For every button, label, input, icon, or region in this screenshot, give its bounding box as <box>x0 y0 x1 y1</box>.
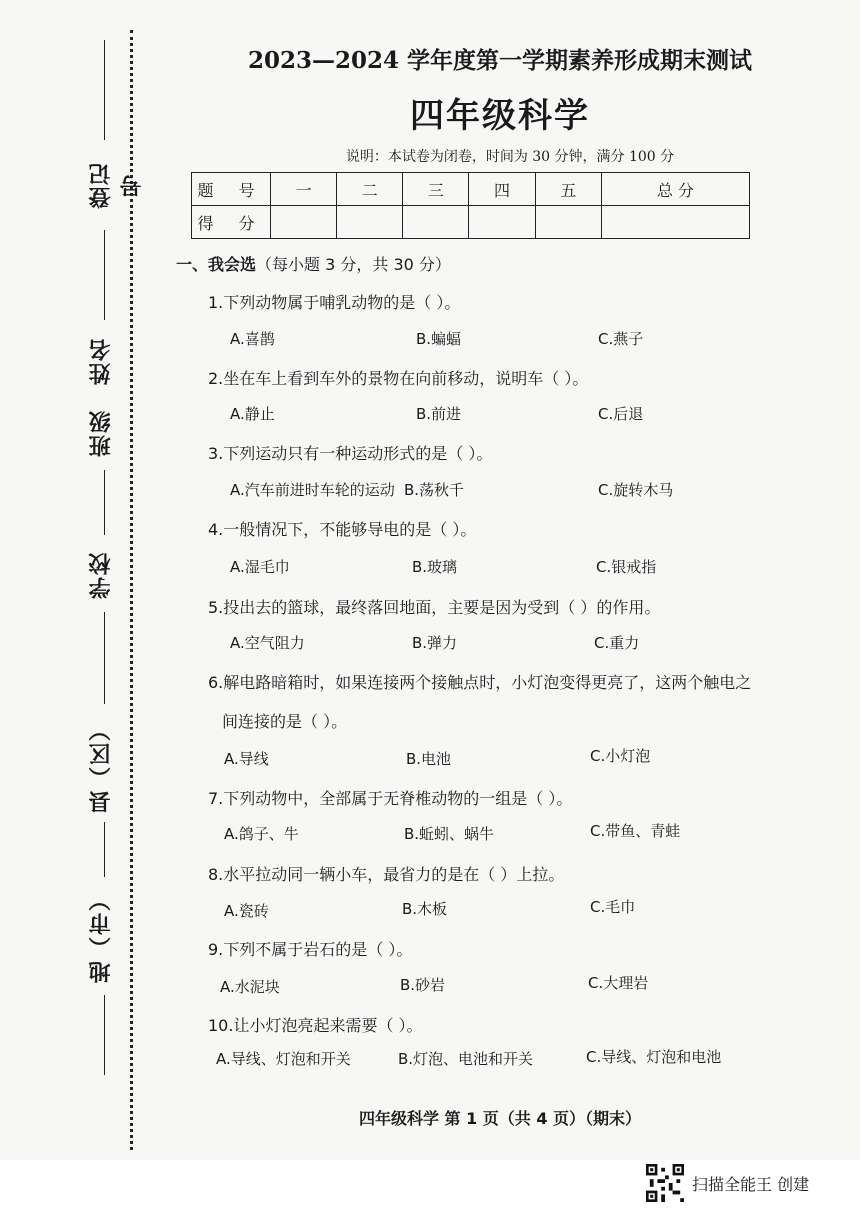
score-col-4: 四 <box>469 173 535 206</box>
question-4-stem: 4.一般情况下，不能够导电的是（ ）。 <box>208 520 477 539</box>
side-label-school: 学校 <box>89 551 114 599</box>
question-2-option-a[interactable]: A.静止 <box>230 405 275 423</box>
question-3-stem: 3.下列运动只有一种运动形式的是（ ）。 <box>208 444 493 463</box>
score-table-label-score: 得 分 <box>192 206 271 239</box>
question-8-option-a[interactable]: A.瓷砖 <box>224 902 269 920</box>
question-3-option-b[interactable]: B.荡秋千 <box>404 481 465 499</box>
question-3-option-a[interactable]: A.汽车前进时车轮的运动 <box>230 481 395 499</box>
question-9-stem: 9.下列不属于岩石的是（ ）。 <box>208 940 413 959</box>
score-cell-3[interactable] <box>403 206 469 239</box>
question-10-option-c[interactable]: C.导线、灯泡和电池 <box>586 1048 722 1066</box>
question-7-stem: 7.下列动物中，全部属于无脊椎动物的一组是（ ）。 <box>208 789 573 808</box>
score-cell-total[interactable] <box>601 206 749 239</box>
side-blank-name <box>104 230 105 320</box>
question-10-stem: 10.让小灯泡亮起来需要（ ）。 <box>208 1016 423 1035</box>
page-footer: 四年级科学 第 1 页（共 4 页）（期末） <box>358 1109 642 1128</box>
question-7-option-a[interactable]: A.鸽子、牛 <box>224 825 299 843</box>
question-1-stem: 1.下列动物属于哺乳动物的是（ ）。 <box>208 293 461 312</box>
watermark-text: 扫描全能王 创建 <box>692 1174 810 1194</box>
score-col-3: 三 <box>403 173 469 206</box>
question-6-option-a[interactable]: A.导线 <box>224 750 269 768</box>
side-blank-reg-no <box>104 40 105 140</box>
question-5-option-a[interactable]: A.空气阻力 <box>230 634 305 652</box>
question-10-option-a[interactable]: A.导线、灯泡和开关 <box>216 1050 351 1068</box>
side-label-class: 班级 <box>89 409 114 457</box>
qr-code-icon <box>646 1164 684 1202</box>
scanner-watermark <box>646 1163 809 1203</box>
exam-subject: 四年级科学 <box>410 96 590 136</box>
question-5-stem: 5.投出去的篮球，最终落回地面，主要是因为受到（ ）的作用。 <box>208 598 661 617</box>
question-7-option-c[interactable]: C.带鱼、青蛙 <box>590 822 681 840</box>
question-2-stem: 2.坐在车上看到车外的景物在向前移动，说明车（ ）。 <box>208 369 589 388</box>
score-col-2: 二 <box>337 173 403 206</box>
question-10-option-b[interactable]: B.灯泡、电池和开关 <box>398 1050 534 1068</box>
side-label-name: 姓名 <box>89 337 114 385</box>
score-cell-5[interactable] <box>535 206 601 239</box>
question-1-option-a[interactable]: A.喜鹊 <box>230 330 275 348</box>
question-6-stem-continued: 间连接的是（ ）。 <box>222 712 348 731</box>
question-8-option-c[interactable]: C.毛巾 <box>590 898 636 916</box>
question-3-option-c[interactable]: C.旋转木马 <box>598 481 674 499</box>
section-1-note: （每小题 3 分，共 30 分） <box>256 255 451 274</box>
question-9-option-c[interactable]: C.大理岩 <box>588 974 649 992</box>
question-6-option-c[interactable]: C.小灯泡 <box>590 747 651 765</box>
score-cell-2[interactable] <box>337 206 403 239</box>
side-blank-school <box>104 612 105 704</box>
question-7-option-b[interactable]: B.蚯蚓、蜗牛 <box>404 825 495 843</box>
question-9-option-a[interactable]: A.水泥块 <box>220 978 280 996</box>
question-2-option-b[interactable]: B.前进 <box>416 405 462 423</box>
score-col-total: 总 分 <box>601 173 749 206</box>
question-6-stem: 6.解电路暗箱时，如果连接两个接触点时，小灯泡变得更亮了，这两个触电之 <box>208 673 752 692</box>
side-blank-city <box>104 995 105 1075</box>
question-5-option-b[interactable]: B.弹力 <box>412 634 458 652</box>
question-1-option-c[interactable]: C.燕子 <box>598 330 644 348</box>
side-label-city: 地（市） <box>89 887 114 983</box>
question-4-option-c[interactable]: C.银戒指 <box>596 558 657 576</box>
question-1-option-b[interactable]: B.蝙蝠 <box>416 330 462 348</box>
score-col-5: 五 <box>535 173 601 206</box>
score-table-score-row <box>192 206 750 239</box>
binding-dotted-line <box>130 30 133 1150</box>
side-blank-class <box>104 470 105 535</box>
question-9-option-b[interactable]: B.砂岩 <box>400 976 446 994</box>
question-8-option-b[interactable]: B.木板 <box>402 900 448 918</box>
score-table <box>191 172 750 239</box>
question-4-option-a[interactable]: A.湿毛巾 <box>230 558 290 576</box>
side-blank-county <box>104 822 105 877</box>
score-cell-4[interactable] <box>469 206 535 239</box>
side-label-county: 县（区） <box>89 717 114 813</box>
side-label-reg-no: 登记号 <box>89 161 145 209</box>
question-4-option-b[interactable]: B.玻璃 <box>412 558 458 576</box>
section-1-heading: 一、我会选 <box>176 255 257 274</box>
section-1-title <box>176 252 451 275</box>
question-8-stem: 8.水平拉动同一辆小车，最省力的是在（ ）上拉。 <box>208 865 565 884</box>
score-col-1: 一 <box>271 173 337 206</box>
question-5-option-c[interactable]: C.重力 <box>594 634 640 652</box>
question-6-option-b[interactable]: B.电池 <box>406 750 452 768</box>
exam-instructions: 说明：本试卷为闭卷，时间为 30 分钟，满分 100 分 <box>345 149 675 165</box>
exam-title: 2023—2024 学年度第一学期素养形成期末测试 <box>247 47 753 74</box>
score-cell-1[interactable] <box>271 206 337 239</box>
question-2-option-c[interactable]: C.后退 <box>598 405 644 423</box>
score-table-label-question: 题 号 <box>192 173 271 206</box>
score-table-header-row <box>192 173 750 206</box>
